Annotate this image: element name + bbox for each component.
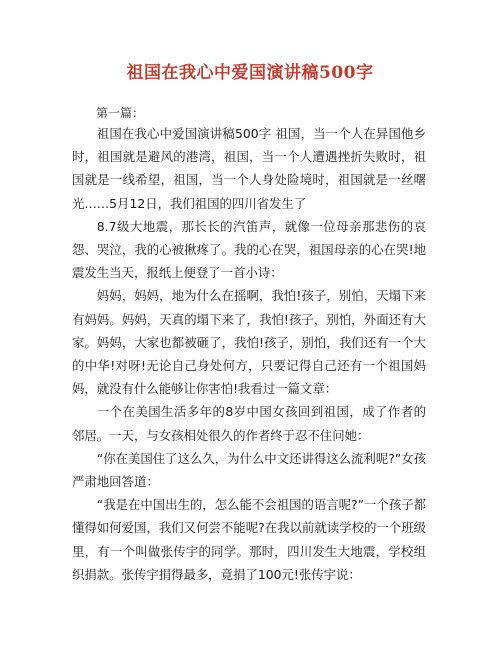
paragraph-2: 8.7级大地震，那长长的汽笛声，就像一位母亲那悲伤的哀怨、哭泣，我的心被揪疼了。我的心在哭，祖国母亲的心在哭!地震发生当天，报纸上便登了一首小诗： xyxy=(72,218,426,281)
paragraph-3: 妈妈，妈妈，地为什么在摇啊，我怕!孩子，别怕，天塌下来有妈妈。妈妈，天真的塌下来了，我怕!孩子，别怕，外面还有大家。妈妈，大家也都被砸了，我怕!孩子，别怕，我们还有一个大的中华!对呀!无论自己身处何方，只要记得自己还有一个祖国妈妈，就没有什么能够让你害怕!我看过一篇文章： xyxy=(72,288,426,397)
paragraph-1: 祖国在我心中爱国演讲稿500字 祖国，当一个人在异国他乡时，祖国就是避风的港湾，祖国，当一个人遭遇挫折失败时，祖国就是一线希望，祖国，当一个人身处险境时，祖国就是一丝曙光……5月12日，我们祖国的四川省发生了 xyxy=(72,126,426,211)
document-body xyxy=(72,122,426,586)
paragraph-5: “你在美国住了这么久，为什么中文还讲得这么流利呢?”女孩严肃地回答道： xyxy=(72,450,426,490)
paragraph-6: “我是在中国出生的，怎么能不会祖国的语言呢?”一个孩子都懂得如何爱国，我们又何尝不能呢?在我以前就读学校的一个班级里，有一个叫做张传宇的同学。那时，四川发生大地震，学校组织捐款。张传宇捐得最多，竟捐了100元!张传宇说： xyxy=(72,497,426,582)
section-heading: 第一篇： xyxy=(96,106,145,120)
paragraph-4: 一个在美国生活多年的8岁中国女孩回到祖国，成了作者的邻居。一天，与女孩相处很久的作者终于忍不住问她： xyxy=(72,404,426,443)
document-title: 祖国在我心中爱国演讲稿500字 xyxy=(126,63,374,83)
